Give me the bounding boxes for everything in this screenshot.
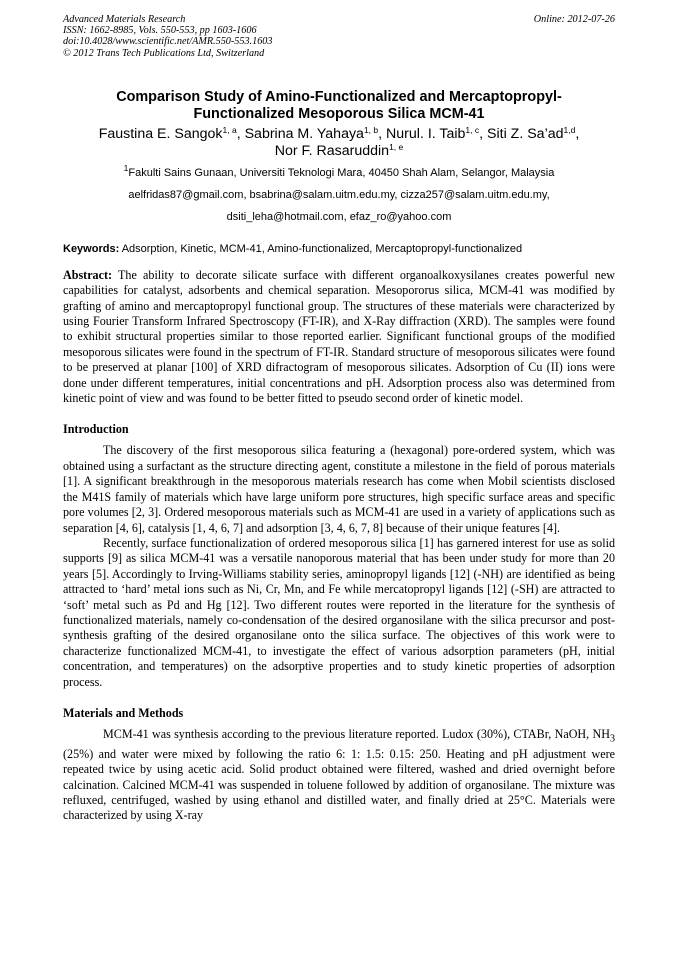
author-list xyxy=(63,126,615,160)
author-affiliation-mark: 1,d xyxy=(563,124,576,135)
online-date: Online: 2012-07-26 xyxy=(533,14,615,25)
author-name: Faustina E. Sangok xyxy=(98,125,223,142)
paragraph-text: (25%) and water were mixed by following the ratio 6: 1: 1.5: 0.15: 250. Heating and pH adjustment were repeated twice by using acetic acid. Solid product obtained were filtered, washed and dried overnight before calcination. Calcined MCM-41 was suspended in toluene followed by addition of organosilane. The mixture was refluxed, centrifuged, washed by using ethanol and distilled water, and finally dried at 25°C. Materials were characterized by using X-ray xyxy=(63,746,615,823)
paper-title xyxy=(63,89,615,123)
author-affiliation-mark: 1, c xyxy=(465,124,480,135)
subscript: 3 xyxy=(609,733,615,745)
email-line-2[interactable]: dsiti_leha@hotmail.com, efaz_ro@yahoo.com xyxy=(226,210,452,223)
paragraph xyxy=(63,727,615,824)
journal-doi: doi:10.4028/www.scientific.net/AMR.550-553.1603 xyxy=(63,36,273,48)
affiliation xyxy=(63,162,615,180)
author-separator: , xyxy=(575,125,580,142)
journal-name: Advanced Materials Research xyxy=(63,14,186,25)
author-separator: , xyxy=(378,125,387,142)
section-heading-materials-methods: Materials and Methods xyxy=(63,705,184,720)
paragraph: The discovery of the first mesoporous silica featuring a (hexagonal) pore-ordered system, which was obtained using a surfactant as the structure directing agent, constitute a milestone in the field of porous materials [1]. A significant breakthrough in the mesoporous materials research has come when Mobil scientists disclosed the M41S family of materials which have large uniform pore structures, high specific surface areas and specific pore volumes [2, 3]. Ordered mesoporous materials such as MCM-41 are used in a variety of applications such as separation [4, 6], catalysis [1, 4, 6, 7] and adsorption [3, 4, 6, 7, 8] because of their unique features [4]. xyxy=(63,443,615,535)
author-line-1 xyxy=(63,126,615,143)
author-name: Sabrina M. Yahaya xyxy=(244,125,364,142)
paper-page xyxy=(63,14,615,824)
author-separator: , xyxy=(479,125,488,142)
journal-copyright: © 2012 Trans Tech Publications Ltd, Switzerland xyxy=(63,47,265,59)
author-emails xyxy=(63,184,615,228)
section-heading-introduction: Introduction xyxy=(63,422,129,437)
title-line-2: Functionalized Mesoporous Silica MCM-41 xyxy=(193,105,485,122)
author-line-2 xyxy=(63,143,615,160)
author-name: Siti Z. Sa’ad xyxy=(487,125,564,142)
abstract-label: Abstract: xyxy=(63,267,113,282)
author-affiliation-mark: 1, b xyxy=(363,124,379,135)
keywords xyxy=(63,243,615,256)
abstract-text: The ability to decorate silicate surface with different organoalkoxysilanes creates powerful new capabilities for catalyst, adsorbents and chemical separation. Mesopororus silica, MCM-41 was modified by grafting of amino and mercaptopropyl functional group. The structures of these materials were characterized by using Fourier Transform Infrared Spectroscopy (FT-IR), and X-Ray diffraction (XRD). The samples were found to exhibit structural properties similar to those reported earlier. Significant functional groups of the modified mesoporous silicates were found in the spectrum of FT-IR. Standard structure of mesoporous silicates were found to be preserved at planar [100] of XRD difractogram of mesoporous silicates. Adsorption of Cu (II) ions were done under different temperatures, initial concentrations and pH. Adsorption process also was determined from kinetic point of view and was found to be better fitted to pseudo second order of kinetic model. xyxy=(63,267,615,406)
author-name: Nor F. Rasaruddin xyxy=(274,142,390,159)
author-separator: , xyxy=(236,125,245,142)
journal-header xyxy=(63,14,615,59)
author-affiliation-mark: 1, a xyxy=(222,124,237,135)
abstract xyxy=(63,268,615,407)
author-name: Nurul. I. Taib xyxy=(386,125,466,142)
introduction-body xyxy=(63,443,615,690)
title-line-1: Comparison Study of Amino-Functionalized and Mercaptopropyl- xyxy=(116,88,562,105)
methods-body xyxy=(63,727,615,824)
affiliation-mark: 1 xyxy=(123,162,129,173)
journal-issn: ISSN: 1662-8985, Vols. 550-553, pp 1603-1606 xyxy=(63,25,257,37)
keywords-label: Keywords: xyxy=(63,242,120,255)
paragraph-text: MCM-41 was synthesis according to the previous literature reported. Ludox (30%), CTABr, NaOH, NH xyxy=(103,726,610,741)
affiliation-text: Fakulti Sains Gunaan, Universiti Teknologi Mara, 40450 Shah Alam, Selangor, Malaysia xyxy=(128,166,555,179)
keywords-text: Adsorption, Kinetic, MCM-41, Amino-functionalized, Mercaptopropyl-functionalized xyxy=(119,242,523,255)
author-affiliation-mark: 1, e xyxy=(389,141,404,152)
email-line-1[interactable]: aelfridas87@gmail.com, bsabrina@salam.uitm.edu.my, cizza257@salam.uitm.edu.my, xyxy=(128,188,550,201)
paragraph: Recently, surface functionalization of ordered mesoporous silica [1] has garnered interest for use as solid supports [9] as silica MCM-41 was a versatile nanoporous material that has been under study for more than 20 years [5]. Accordingly to Irving-Williams stability series, aminopropyl ligands [12] (-NH) are identified as being attracted to ‘hard’ metal ions such as Ni, Cr, Mn, and Fe while mercatopropyl ligands [12] (-SH) are attracted to ‘soft’ metal such as Pd and Hg [12]. Two different routes were reported in the literature for the synthesis of functionalized materials, namely co-condensation of the desired organosilane with the silica precursor and post-synthesis grafting of the desired organosilane onto the silica surface. The objectives of this work were to characterize functionalized MCM-41, to investigate the effect of various adsorption parameters (pH, initial concentration, and temperatures) on the adsorptive properties and to study kinetic properties of adsorption process. xyxy=(63,535,615,689)
